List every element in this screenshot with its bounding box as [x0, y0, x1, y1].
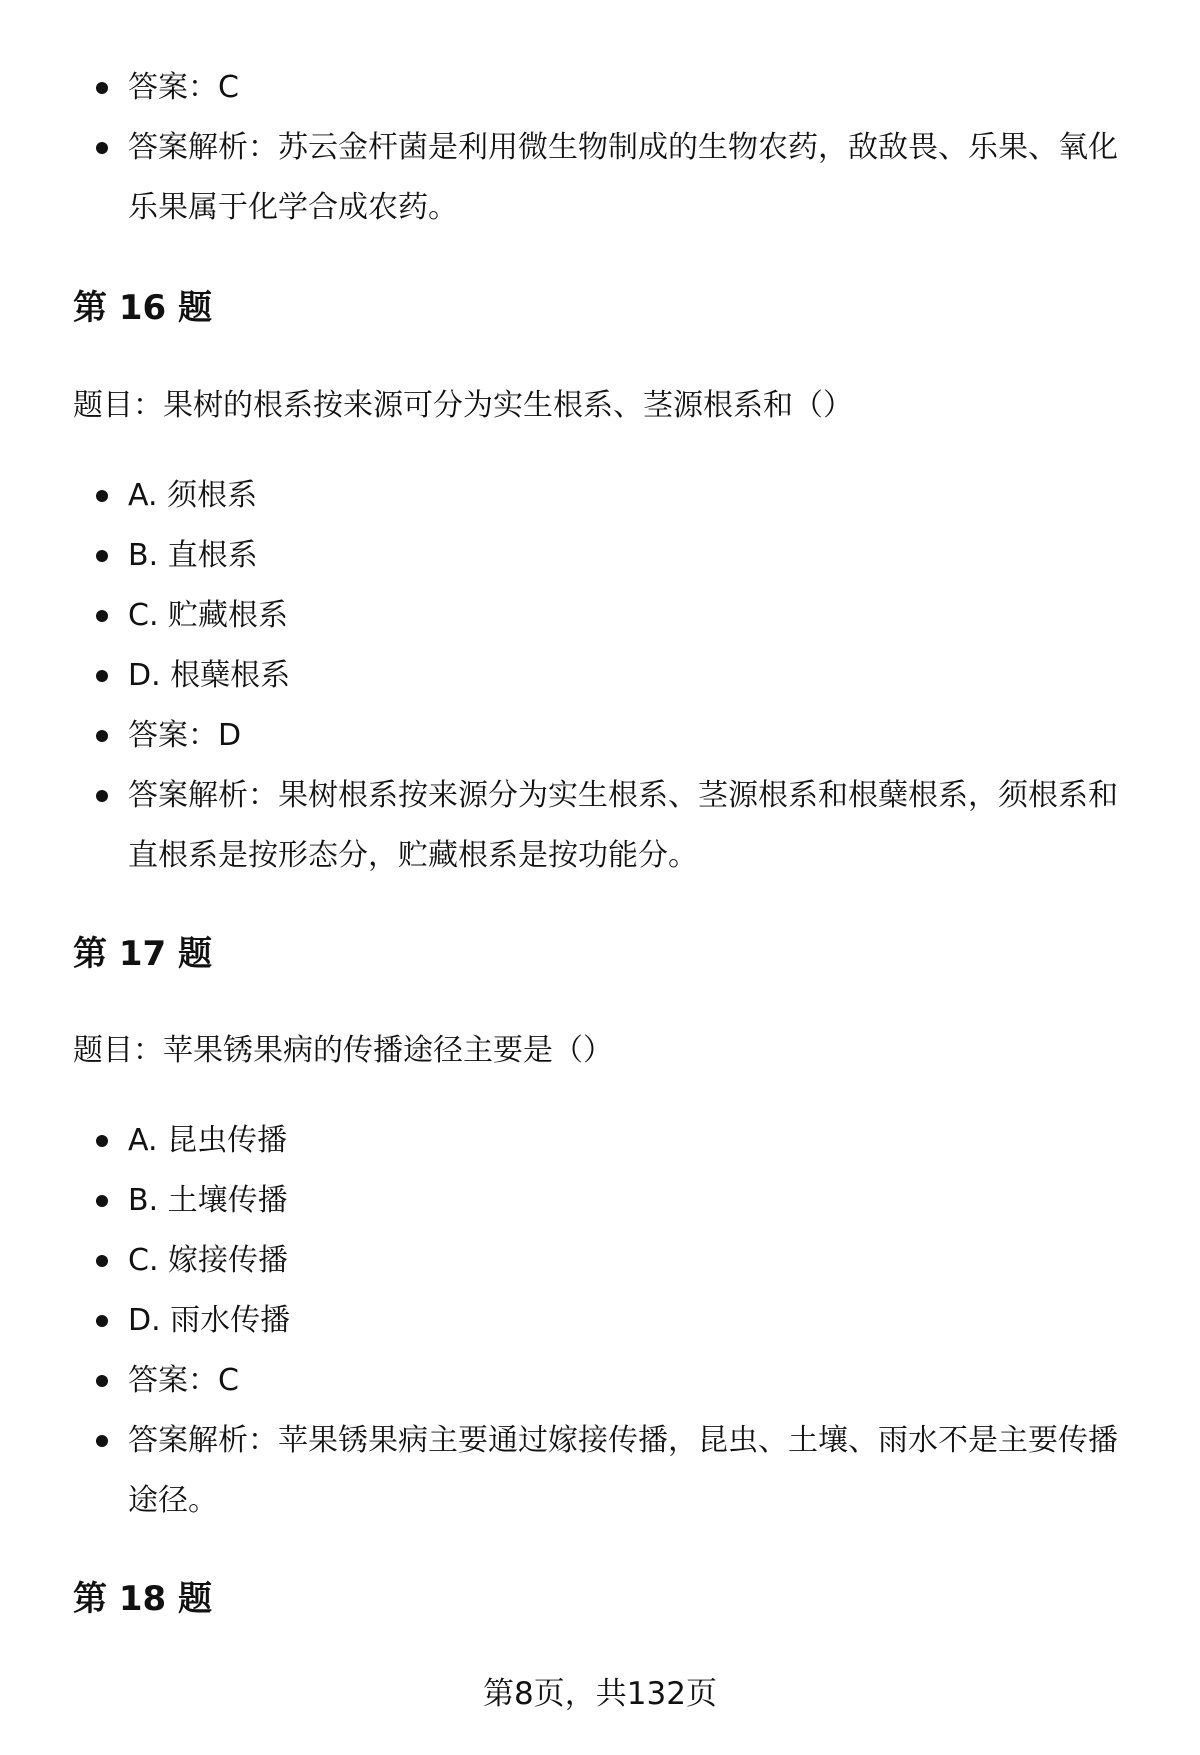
bullet-icon [96, 1435, 108, 1447]
bullet-icon [96, 1195, 108, 1207]
option-b: B. 直根系 [128, 538, 258, 573]
question-text: 题目：果树的根系按来源可分为实生根系、茎源根系和（） [73, 388, 853, 423]
option-c: C. 嫁接传播 [128, 1243, 289, 1278]
bullet-icon [96, 610, 108, 622]
option-item [0, 1291, 1200, 1351]
option-item [0, 526, 1200, 586]
list-item [0, 118, 1200, 238]
question-heading: 第 16 题 [73, 288, 212, 328]
bullet-icon [96, 790, 108, 802]
option-item [0, 646, 1200, 706]
option-b: B. 土壤传播 [128, 1183, 288, 1218]
q15-tail-list [0, 58, 1200, 238]
option-d: D. 根蘖根系 [128, 658, 291, 693]
answer-text: 答案：C [128, 70, 239, 105]
bullet-icon [96, 82, 108, 94]
option-d: D. 雨水传播 [128, 1303, 291, 1338]
question-heading: 第 17 题 [73, 934, 212, 974]
option-a: A. 昆虫传播 [128, 1123, 288, 1158]
bullet-icon [96, 1315, 108, 1327]
question-heading: 第 18 题 [73, 1579, 212, 1619]
list-item [0, 1351, 1200, 1411]
explanation-text: 答案解析：果树根系按来源分为实生根系、茎源根系和根蘖根系，须根系和直根系是按形态分，贮藏根系是按功能分。 [128, 778, 1118, 873]
bullet-icon [96, 1375, 108, 1387]
option-item [0, 1171, 1200, 1231]
bullet-icon [96, 142, 108, 154]
answer-text: 答案：D [128, 718, 242, 753]
q16-options-list [0, 466, 1200, 886]
option-c: C. 贮藏根系 [128, 598, 289, 633]
bullet-icon [96, 730, 108, 742]
page-number: 第8页，共132页 [483, 1676, 717, 1712]
list-item [0, 766, 1200, 886]
option-a: A. 须根系 [128, 478, 258, 513]
list-item [0, 706, 1200, 766]
answer-text: 答案：C [128, 1363, 239, 1398]
option-item [0, 466, 1200, 526]
option-item [0, 1231, 1200, 1291]
option-item [0, 1111, 1200, 1171]
bullet-icon [96, 1255, 108, 1267]
option-item [0, 586, 1200, 646]
bullet-icon [96, 490, 108, 502]
list-item [0, 58, 1200, 118]
bullet-icon [96, 1135, 108, 1147]
list-item [0, 1411, 1200, 1531]
bullet-icon [96, 670, 108, 682]
explanation-text: 答案解析：苏云金杆菌是利用微生物制成的生物农药，敌敌畏、乐果、氧化乐果属于化学合成农药。 [128, 130, 1118, 225]
explanation-text: 答案解析：苹果锈果病主要通过嫁接传播，昆虫、土壤、雨水不是主要传播途径。 [128, 1423, 1118, 1518]
question-text: 题目：苹果锈果病的传播途径主要是（） [73, 1033, 613, 1068]
q17-options-list [0, 1111, 1200, 1531]
bullet-icon [96, 550, 108, 562]
